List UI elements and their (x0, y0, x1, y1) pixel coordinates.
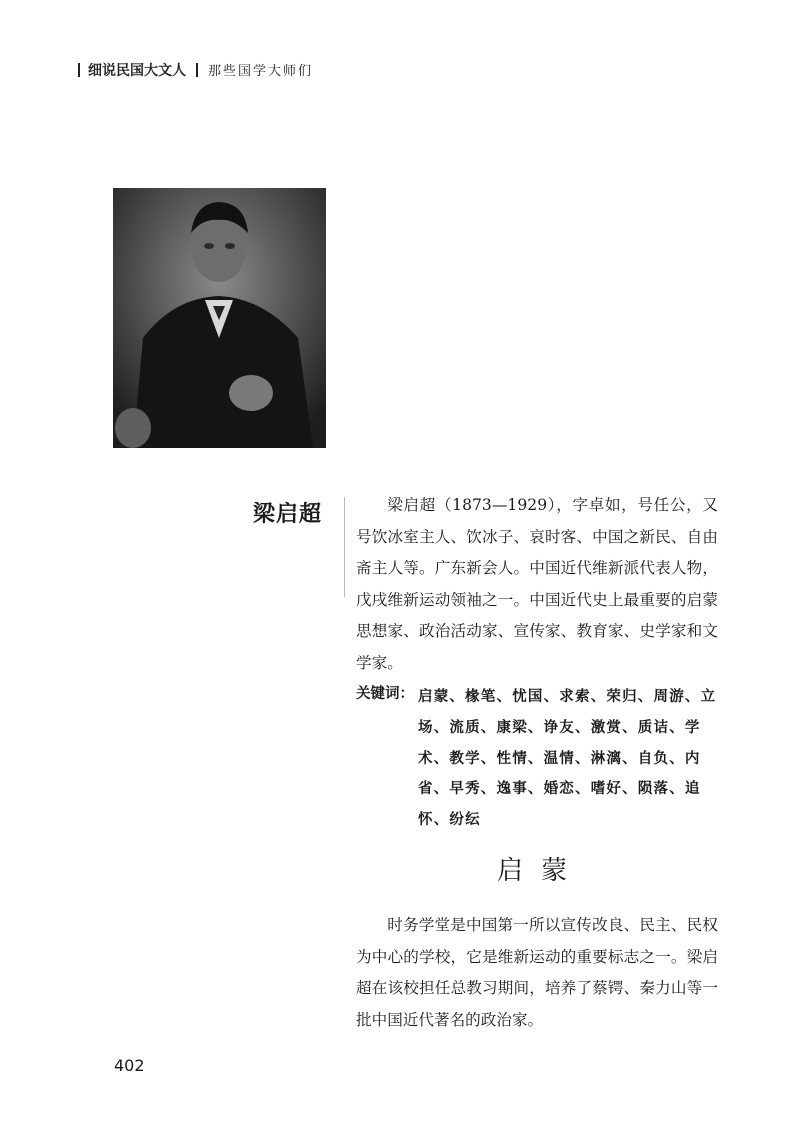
book-title: 细说民国大文人 (88, 63, 186, 79)
keywords-list: 启蒙、椽笔、忧国、求索、荣归、周游、立场、流质、康梁、诤友、激赏、质诘、学术、教学、性情、温情、淋漓、自负、内省、早秀、逸事、婚恋、嗜好、陨落、追怀、纷纭 (418, 689, 717, 829)
section-paragraph: 时务学堂是中国第一所以宣传改良、民主、民权为中心的学校，它是维新运动的重要标志之一。梁启超在该校担任总教习期间，培养了蔡锷、秦力山等一批中国近代著名的政治家。 (356, 916, 718, 1029)
keywords-label: 关键词： (356, 686, 414, 702)
name-divider (344, 497, 345, 597)
book-subtitle: 那些国学大师们 (208, 64, 314, 79)
section-heading: 启蒙 (497, 856, 586, 886)
running-header (78, 60, 313, 80)
page-number: 402 (114, 1056, 145, 1075)
header-divider (78, 63, 80, 77)
header-divider (196, 63, 198, 77)
portrait-image (113, 188, 326, 448)
portrait-photo (113, 188, 326, 448)
person-name: 梁启超 (253, 502, 323, 527)
biography-text: 梁启超（1873—1929），字卓如，号任公，又号饮冰室主人、饮冰子、哀时客、中国之新民、自由斋主人等。广东新会人。中国近代维新派代表人物，戊戌维新运动领袖之一。中国近代史上最重要的启蒙思想家、政治活动家、宣传家、教育家、史学家和文学家。 (356, 496, 718, 672)
